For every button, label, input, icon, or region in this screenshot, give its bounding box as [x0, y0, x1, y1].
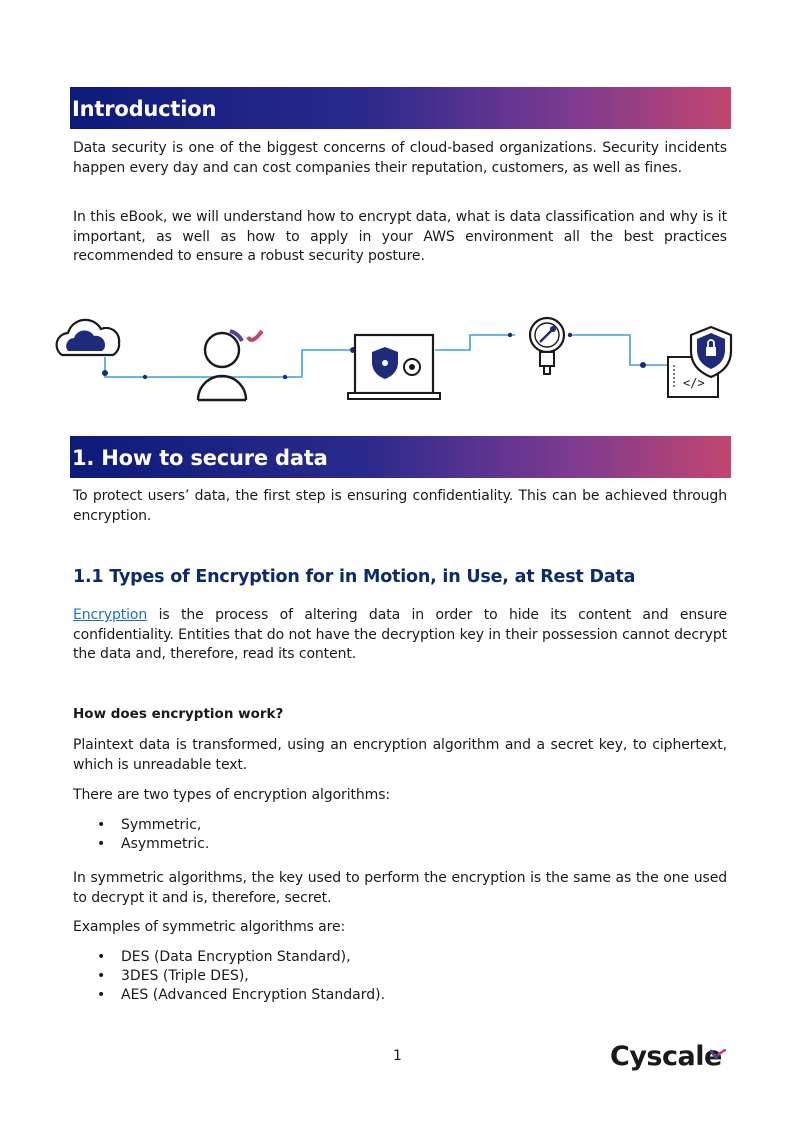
list-item: • Symmetric, — [97, 816, 209, 835]
code-glyph: </> — [683, 376, 705, 390]
list-item: • AES (Advanced Encryption Standard). — [97, 986, 385, 1005]
section-1-paragraph: To protect users’ data, the first step is ensuring confidentiality. This can be achieved through encryption. — [73, 488, 727, 524]
algorithm-types-intro: There are two types of encryption algorithms: — [73, 787, 391, 803]
page-number: 1 — [393, 1048, 402, 1064]
intro-paragraph-1: Data security is one of the biggest concerns of cloud-based organizations. Security incidents happen every day and can cost companies their reputation, customers, as well as fines. — [73, 140, 727, 176]
laptop-shield-gear-icon — [348, 335, 440, 399]
symmetric-examples-intro: Examples of symmetric algorithms are: — [73, 919, 346, 935]
user-icon — [198, 331, 262, 400]
shield-code-window-icon — [668, 327, 731, 397]
section-1-heading: 1. How to secure data — [72, 446, 328, 470]
key-magnifier-icon — [530, 318, 564, 374]
intro-heading: Introduction — [72, 97, 217, 121]
encryption-definition-text: is the process of altering data in order to hide its content and ensure confidentiality. Entities that do not have the decryption key in their possession cannot decrypt the data and, therefore, read its content. — [73, 607, 727, 662]
section-1-heading-banner — [70, 436, 731, 478]
how-encryption-works-subheading: How does encryption work? — [73, 706, 284, 722]
cyscale-logo — [610, 1041, 722, 1072]
intro-heading-banner — [70, 87, 731, 129]
encryption-link[interactable]: Encryption — [73, 607, 148, 623]
plaintext-paragraph: Plaintext data is transformed, using an encryption algorithm and a secret key, to ciphertext, which is unreadable text. — [73, 737, 727, 773]
list-item: • DES (Data Encryption Standard), — [97, 948, 385, 967]
cloud-icon — [57, 320, 120, 355]
section-1-1-heading: 1.1 Types of Encryption for in Motion, in Use, at Rest Data — [73, 567, 636, 587]
list-item: • Asymmetric. — [97, 835, 209, 854]
algorithm-types-list — [97, 816, 209, 854]
encryption-definition-paragraph — [73, 606, 727, 665]
logo-chevron-icon — [710, 1049, 726, 1061]
logo-text: Cyscale — [610, 1041, 722, 1072]
security-flow-illustration — [50, 315, 740, 410]
symmetric-paragraph: In symmetric algorithms, the key used to perform the encryption is the same as the one used to decrypt it and is, therefore, secret. — [73, 870, 727, 906]
list-item: • 3DES (Triple DES), — [97, 967, 385, 986]
intro-paragraph-2: In this eBook, we will understand how to encrypt data, what is data classification and why is it important, as well as how to apply in your AWS environment all the best practices recommended to ensure a robust security posture. — [73, 209, 727, 264]
symmetric-examples-list — [97, 948, 385, 1005]
